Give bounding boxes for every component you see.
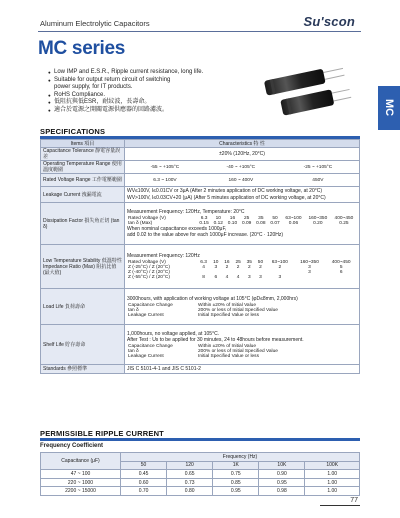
- row-label: Leakage Current 洩漏電流: [41, 187, 125, 203]
- op-temp-value: -25 ~ +105°C: [303, 164, 333, 170]
- coefficient-value: 0.95: [213, 487, 259, 496]
- series-side-tab: MC: [378, 86, 400, 130]
- coefficient-value: 0.70: [121, 487, 167, 496]
- load-item-value: Within ±20% of Initial Value: [198, 302, 257, 308]
- ltc-voltage: 50: [257, 260, 264, 265]
- coefficient-value: 1.00: [305, 470, 360, 479]
- df-voltage: 63~100: [285, 216, 302, 221]
- ripple-bar: [40, 438, 360, 441]
- df-tan-value: 0.15: [199, 221, 209, 226]
- ltc-row-label: Z (-25°C) / Z (20°C): [128, 265, 170, 270]
- coefficient-value: 1.00: [305, 478, 360, 487]
- ltc-voltage: 35: [246, 260, 252, 265]
- capacitance-header: Capacitance (μF): [41, 453, 121, 470]
- coefficient-value: 1.00: [305, 487, 360, 496]
- ltc-ratio-value: 4: [202, 265, 205, 270]
- ltc-voltage: 6.3: [200, 260, 207, 265]
- standards-value: JIS C 5101-4-1 and JIS C 5101-2: [125, 365, 360, 374]
- load-item-value: 200% or less of Initial Specified Value: [198, 307, 278, 313]
- ltc-ratio-value: 2: [259, 265, 262, 270]
- col-header-items: Items 項目: [41, 140, 125, 148]
- row-label: Dissipation Factor 損失角正切 (tan δ): [41, 203, 125, 245]
- rated-voltage-value: 160 ~ 400V: [228, 177, 254, 183]
- ltc-ratio-value: 6: [339, 270, 343, 275]
- feature-item: ● RoHS Compliance.: [48, 92, 258, 100]
- ltc-measurement: Measurement Frequency: 120Hz: [127, 253, 200, 259]
- load-item-key: Leakage Current: [128, 312, 164, 318]
- feature-item: ● 適合於電源之開關電源供應器的回路濾波。: [48, 107, 258, 115]
- ltc-voltage: 400~450: [331, 260, 351, 265]
- category-label: Aluminum Electrolytic Capacitors: [40, 19, 150, 28]
- coefficient-value: 0.85: [213, 478, 259, 487]
- page-number: 77: [350, 497, 358, 504]
- df-voltage: 6.3: [200, 216, 208, 221]
- ripple-subtitle: Frequency Coefficient: [40, 443, 104, 449]
- coefficient-value: 0.73: [167, 478, 213, 487]
- df-tan-value: 0.20: [313, 221, 323, 226]
- ltc-ratio-value: 8: [202, 275, 205, 280]
- op-temp-cell: [125, 161, 360, 174]
- leakage-line: WV>100V, I≤0.03CV+20 (μA) (After 5 minutes application of DC working voltage, at 20°C): [127, 194, 326, 201]
- df-tan-value: 0.10: [227, 221, 238, 226]
- ltc-voltage: 160~350: [300, 260, 319, 265]
- capacitance-range: 220 ~ 1000: [41, 478, 121, 487]
- row-label: Operating Temperature Range 使用溫度範圍: [41, 161, 125, 174]
- coefficient-value: 0.60: [121, 478, 167, 487]
- df-rv-label: Rated Voltage (V): [128, 216, 166, 221]
- ltc-ratio-value: 4: [236, 275, 240, 280]
- shelf-item-value: 200% or less of Initial Specified Value: [198, 348, 278, 354]
- df-voltage: 16: [229, 216, 236, 221]
- ltc-ratio-value: 3: [247, 275, 251, 280]
- rated-voltage-value: 6.3 ~ 100V: [153, 177, 177, 183]
- ltc-ratio-value: 2: [236, 265, 240, 270]
- dissipation-factor-cell: [125, 203, 360, 245]
- specifications-table: [40, 139, 360, 374]
- df-voltage: 160~350: [308, 216, 328, 221]
- shelf-life-cell: [125, 325, 360, 365]
- specifications-heading: SPECIFICATIONS: [40, 127, 106, 136]
- ltc-ratio-value: [294, 275, 326, 280]
- ltc-voltage: 25: [235, 260, 241, 265]
- series-title: MC series: [38, 38, 126, 59]
- capacitor-product-image: [264, 66, 356, 124]
- df-tan-value: 0.12: [213, 221, 223, 226]
- low-temp-cell: [125, 245, 360, 289]
- coefficient-value: 0.95: [259, 478, 305, 487]
- ltc-ratio-value: 4: [225, 275, 229, 280]
- df-tan-value: 0.09: [241, 221, 252, 226]
- ripple-row: [41, 470, 360, 479]
- df-voltage: 50: [272, 216, 278, 221]
- df-note: When nominal capacitance exceeds 1000μF,: [127, 226, 227, 232]
- df-tan-value: 0.07: [270, 221, 280, 226]
- col-header-characteristics: Characteristics 特 性: [125, 140, 360, 148]
- row-label: Rated Voltage Range 工作電壓範圍: [41, 174, 125, 187]
- row-label: Capacitance Tolerance 靜電容量誤差: [41, 148, 125, 161]
- df-table: [127, 216, 357, 226]
- coefficient-value: 0.75: [213, 470, 259, 479]
- ltc-voltage: 16: [224, 260, 230, 265]
- feature-item: ● Low IMP and E.S.R., Ripple current resistance, long life.: [48, 69, 258, 77]
- coefficient-value: 0.98: [259, 487, 305, 496]
- shelf-item-key: Leakage Current: [128, 353, 164, 359]
- feature-item-continued: power supply, for IT products.: [54, 84, 133, 91]
- header-divider: [38, 31, 361, 32]
- capacitance-range: 47 ~ 100: [41, 470, 121, 479]
- shelf-life-table: [127, 344, 357, 359]
- ltc-table: [127, 260, 357, 280]
- rated-voltage-value: 450V: [312, 177, 324, 183]
- load-item-value: Initial Specified Value or less: [198, 312, 259, 318]
- df-tan-value: 0.06: [288, 221, 299, 226]
- ltc-ratio-value: 3: [259, 275, 262, 280]
- load-life-table: [127, 303, 357, 318]
- ltc-ratio-value: 2: [247, 265, 251, 270]
- cap-tolerance-value: ±20% (120Hz, 20°C): [125, 148, 360, 161]
- shelf-item-value: Initial Specified Value or less: [198, 353, 259, 359]
- ripple-heading: PERMISSIBLE RIPPLE CURRENT: [40, 429, 164, 438]
- df-voltage: 25: [243, 216, 250, 221]
- row-label: Standards 參照標準: [41, 365, 125, 374]
- df-voltage: 10: [215, 216, 221, 221]
- frequency-value: 120: [167, 461, 213, 470]
- frequency-header: Frequency (Hz): [121, 453, 360, 462]
- df-tan-label: tan δ (Max): [128, 221, 153, 226]
- ltc-row-label: Z (-55°C) / Z (20°C): [128, 275, 170, 280]
- df-tan-value: 0.08: [256, 221, 266, 226]
- df-voltage: 35: [258, 216, 264, 221]
- ltc-ratio-value: 2: [278, 265, 282, 270]
- ltc-ratio-value: 6: [214, 275, 218, 280]
- df-note: add 0.02 to the value above for each 1000μF increase. (20°C · 120Hz): [127, 232, 284, 238]
- op-temp-value: -55 ~ +105°C: [150, 164, 180, 170]
- row-label: Load Life 負荷壽命: [41, 289, 125, 325]
- df-measurement: Measurement Frequency: 120Hz, Temperature: 20°C: [127, 209, 245, 215]
- feature-list: [48, 69, 258, 115]
- ltc-ratio-value: 3: [278, 275, 282, 280]
- shelf-item-key: tan δ: [128, 348, 139, 354]
- row-label: Low Temperature Stability 低溫特性 Impedance Ratio (Max) 阻抗比值 (最大值): [41, 245, 125, 289]
- df-tan-value: 0.25: [339, 221, 349, 226]
- load-life-intro: 3000hours, with application of working voltage at 105°C (φD≤8mm, 2,000hrs): [127, 295, 298, 302]
- ripple-table: [40, 452, 360, 496]
- shelf-item-key: Capacitance Change: [128, 343, 173, 349]
- shelf-life-intro: After Test : Us to be applied for 30 minutes, 24 to 48hours before measurement.: [127, 337, 304, 343]
- ltc-ratio-value: 3: [308, 270, 311, 275]
- capacitance-range: 2200 ~ 15000: [41, 487, 121, 496]
- frequency-value: 100K: [305, 461, 360, 470]
- load-item-key: tan δ: [128, 307, 139, 313]
- load-item-key: Capacitance Change: [128, 302, 173, 308]
- frequency-value: 10K: [259, 461, 305, 470]
- ltc-row-label: Z (-40°C) / Z (20°C): [128, 270, 170, 275]
- ltc-voltage: 10: [213, 260, 219, 265]
- frequency-value: 1K: [213, 461, 259, 470]
- op-temp-value: -40 ~ +105°C: [226, 164, 256, 170]
- feature-item: ● 低阻抗與低ESR，耐紋波，長壽命。: [48, 99, 258, 107]
- ripple-row: [41, 478, 360, 487]
- coefficient-value: 0.45: [121, 470, 167, 479]
- leakage-cell: [125, 187, 360, 203]
- ltc-ratio-value: [325, 275, 357, 280]
- df-voltage: 400~450: [334, 216, 354, 221]
- ripple-row: [41, 487, 360, 496]
- shelf-item-value: Within ±20% of Initial Value: [198, 343, 257, 349]
- load-life-cell: [125, 289, 360, 325]
- ltc-voltage: 63~100: [271, 260, 288, 265]
- coefficient-value: 0.80: [167, 487, 213, 496]
- footer-line: [320, 505, 360, 506]
- ltc-ratio-value: 3: [214, 265, 218, 270]
- ltc-ratio-value: 3: [308, 265, 311, 270]
- rated-voltage-cell: [125, 174, 360, 187]
- ltc-rv-label: Rated Voltage (V): [128, 260, 166, 265]
- ltc-ratio-value: 5: [339, 265, 343, 270]
- coefficient-value: 0.90: [259, 470, 305, 479]
- row-label: Shelf Life 貯存壽命: [41, 325, 125, 365]
- coefficient-value: 0.65: [167, 470, 213, 479]
- shelf-life-intro: 1,000hours, no voltage applied, at 105°C.: [127, 330, 220, 337]
- frequency-value: 50: [121, 461, 167, 470]
- leakage-line: WV≤100V, I≤0.01CV or 3μA (After 2 minutes application of DC working voltage, at 20°C): [127, 188, 322, 194]
- brand-logo: Su'scon: [303, 14, 355, 29]
- feature-item: ● Suitable for output return circuit of switching: [48, 77, 258, 85]
- ltc-ratio-value: 2: [225, 265, 229, 270]
